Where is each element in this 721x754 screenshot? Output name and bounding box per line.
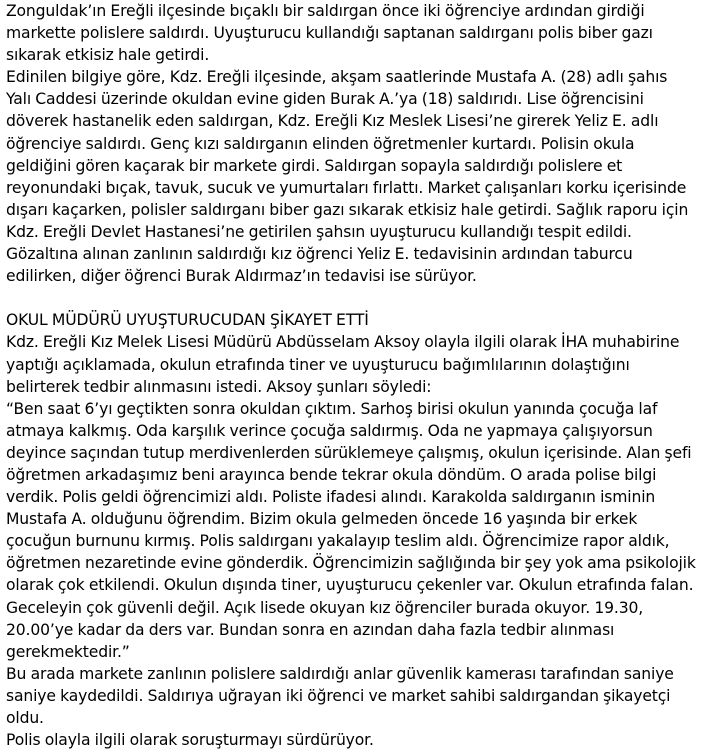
quote-line: Geceleyin çok güvenli değil. Açık lisede okuyan kız öğrenciler burada okuyor. 19.30, xyxy=(6,598,644,617)
section-line: Kdz. Ereğli Kız Melek Lisesi Müdürü Abdüsselam Aksoy olayla ilgili olarak İHA muhabirine xyxy=(6,333,680,352)
body-line: Kdz. Ereğli Devlet Hastanesi’ne getirilen şahsın uyuşturucu kullandığı tespit edildi. xyxy=(6,222,632,241)
quote-line: öğretmen arkadaşımız beni arayınca bende tekrar okula döndüm. O arada polise bilgi xyxy=(6,465,657,484)
intro-line: sıkarak etkisiz hale getirdi. xyxy=(6,46,210,65)
section-line: belirterek tedbir alınmasını istedi. Aksoy şunları söyledi: xyxy=(6,377,432,396)
quote-paragraph xyxy=(6,398,718,663)
closing-line: oldu. xyxy=(6,709,44,727)
section-heading: OKUL MÜDÜRÜ UYUŞTURUCUDAN ŞİKAYET ETTİ xyxy=(6,311,369,330)
body-line: dışarı kaçarken, polisler saldırganı biber gazı sıkarak etkisiz hale getirdi. Sağlık raporu için xyxy=(6,200,689,219)
quote-line: öğretmen nezaretinde evine gönderdik. Öğrencimizin sağlığında bir şey yok ama psikolojik xyxy=(6,554,696,573)
body-line: öğrenciye saldırdı. Genç kızı saldırganın elinden öğretmenler kurtardı. Polisin okula xyxy=(6,134,635,153)
news-article xyxy=(6,0,718,751)
body-line: Yalı Caddesi üzerinde okuldan evine giden Burak A.’ya (18) saldırıdı. Lise öğrencisini xyxy=(6,90,644,109)
quote-line: çocuğun burnunu kırmış. Polis saldırganı yakalayıp teslim aldı. Öğrencimize rapor aldık, xyxy=(6,532,670,551)
closing-paragraph xyxy=(6,663,718,729)
body-line: geldiğini gören kaçarak bir markete girdi. Saldırgan sopayla saldırdığı polislere et xyxy=(6,156,623,175)
quote-line: verdik. Polis geldi öğrencimizi aldı. Poliste ifadesi alındı. Karakolda saldırganın isminin xyxy=(6,488,656,507)
closing-line: saniye kaydedildi. Saldırıya uğrayan iki öğrenci ve market sahibi saldırgandan şikayetçi xyxy=(6,686,671,705)
intro-line: markette polislere saldırdı. Uyuşturucu kullandığı saptanan saldırganı polis biber gazı xyxy=(6,24,653,43)
quote-line: olarak çok etkilendi. Okulun dışında tiner, uyuşturucu çekenler var. Okulun etrafında falan. xyxy=(6,576,694,595)
body-line: döverek hastanelik eden saldırgan, Kdz. Ereğli Kız Meslek Lisesi’ne girerek Yeliz E. adlı xyxy=(6,112,659,131)
quote-line: Mustafa A. olduğunu öğrendim. Bizim okula gelmeden öncede 16 yaşında bir erkek xyxy=(6,510,638,529)
quote-line: gerekmektedir.” xyxy=(6,642,130,661)
quote-line: deyince saçından tutup merdivenlerden sürüklemeye çalışmış, okulun içerisinde. Alan şefi xyxy=(6,443,692,462)
intro-paragraph xyxy=(6,0,718,66)
quote-line: 20.00’ye kadar da ders var. Bundan sonra en azından daha fazla tedbir alınması xyxy=(6,620,615,639)
final-line: Polis olayla ilgili olarak soruşturmayı sürdürüyor. xyxy=(6,731,374,750)
body-paragraph xyxy=(6,66,718,287)
closing-line: Bu arada markete zanlının polislere saldırdığı anlar güvenlik kamerası tarafından saniye xyxy=(6,664,674,683)
intro-line: Zonguldak’ın Ereğli ilçesinde bıçaklı bir saldırgan önce iki öğrenciye ardından girdiği xyxy=(6,2,645,20)
body-line: Gözaltına alınan zanlının saldırdığı kız öğrenci Yeliz E. tedavisinin ardından taburcu xyxy=(6,245,633,264)
body-line: Edinilen bilgiye göre, Kdz. Ereğli ilçesinde, akşam saatlerinde Mustafa A. (28) adlı şahıs xyxy=(6,68,668,87)
body-line: reyonundaki bıçak, tavuk, sucuk ve yumurtaları fırlattı. Market çalışanları korku içerisinde xyxy=(6,178,687,197)
body-line: edilirken, diğer öğrenci Burak Aldırmaz’ın tedavisi ise sürüyor. xyxy=(6,267,477,286)
quote-line: atmaya kalkmış. Oda karşılık verince çocuğa saldırmış. Oda ne yapmaya çalışıyorsun xyxy=(6,421,653,440)
quote-line: “Ben saat 6’yı geçtikten sonra okuldan çıktım. Sarhoş birisi okulun yanında çocuğa laf xyxy=(6,399,658,418)
section-paragraph xyxy=(6,331,718,397)
paragraph-gap xyxy=(6,287,718,309)
section-line: yaptığı açıklamada, okulun etrafında tiner ve uyuşturucu bağımlılarının dolaştığını xyxy=(6,355,630,374)
